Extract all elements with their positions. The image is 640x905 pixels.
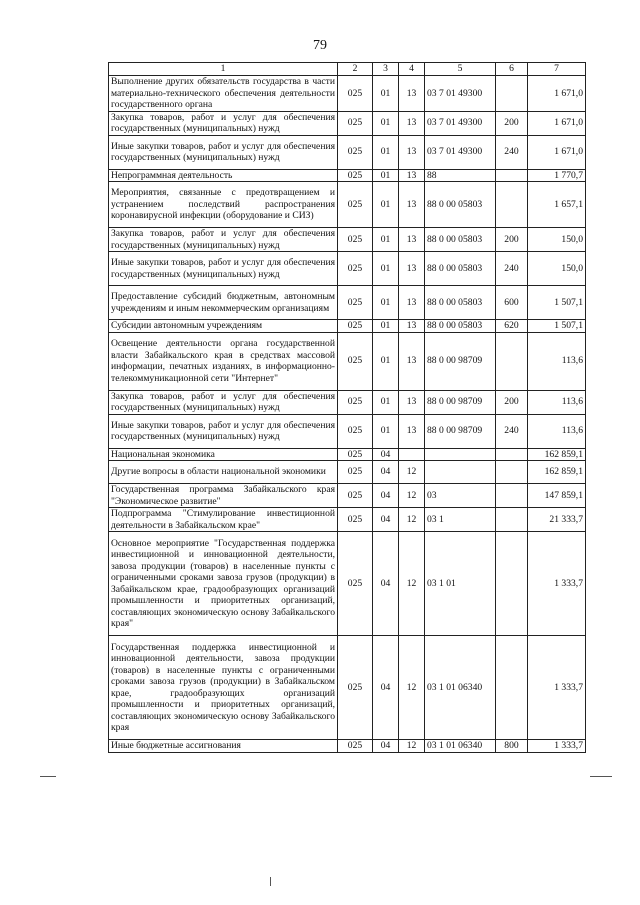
code-target-article: 03 7 01 49300 — [425, 76, 496, 112]
amount: 113,6 — [528, 390, 586, 414]
header-cell: 3 — [373, 63, 399, 76]
amount: 1 770,7 — [528, 169, 586, 182]
code-grbs: 025 — [338, 332, 373, 390]
code-subsection: 13 — [399, 320, 425, 333]
amount: 1 333,7 — [528, 532, 586, 636]
code-expense-type — [496, 636, 528, 740]
row-name: Иные закупки товаров, работ и услуг для обеспечения государственных (муниципальных) нужд — [109, 252, 338, 286]
code-target-article: 03 1 01 — [425, 532, 496, 636]
code-section: 04 — [373, 508, 399, 532]
amount: 147 859,1 — [528, 484, 586, 508]
code-grbs: 025 — [338, 461, 373, 484]
code-expense-type — [496, 332, 528, 390]
header-cell: 6 — [496, 63, 528, 76]
code-subsection: 13 — [399, 182, 425, 228]
code-grbs: 025 — [338, 320, 373, 333]
code-target-article: 88 0 00 98709 — [425, 390, 496, 414]
code-section: 01 — [373, 111, 399, 135]
table-row — [109, 532, 586, 636]
code-section: 01 — [373, 286, 399, 320]
code-expense-type: 240 — [496, 135, 528, 169]
amount: 1 507,1 — [528, 286, 586, 320]
row-name: Иные закупки товаров, работ и услуг для обеспечения государственных (муниципальных) нужд — [109, 414, 338, 448]
code-expense-type — [496, 182, 528, 228]
code-grbs: 025 — [338, 740, 373, 753]
table-header-row — [109, 63, 586, 76]
code-target-article: 03 7 01 49300 — [425, 111, 496, 135]
code-section: 01 — [373, 252, 399, 286]
code-expense-type — [496, 169, 528, 182]
code-expense-type: 200 — [496, 228, 528, 252]
table-row — [109, 135, 586, 169]
row-name: Основное мероприятие "Государственная поддержка инвестиционной и инновационной деятельности, завоза продукции (товаров) в населенные пункты с ограниченными сроками завоза грузов (продукции) в Забайкальском крае, градообразующих организаций промышленности и приоритетных организаций, составляющих экономическую основу Забайкальского края" — [109, 532, 338, 636]
code-target-article: 03 1 01 06340 — [425, 636, 496, 740]
amount: 113,6 — [528, 414, 586, 448]
amount: 1 507,1 — [528, 320, 586, 333]
table-row — [109, 320, 586, 333]
code-expense-type — [496, 508, 528, 532]
table-row — [109, 636, 586, 740]
code-subsection: 13 — [399, 252, 425, 286]
code-subsection: 13 — [399, 111, 425, 135]
code-subsection: 12 — [399, 484, 425, 508]
row-name: Национальная экономика — [109, 448, 338, 461]
table-row — [109, 461, 586, 484]
header-cell: 7 — [528, 63, 586, 76]
table-row — [109, 228, 586, 252]
code-grbs: 025 — [338, 169, 373, 182]
code-grbs: 025 — [338, 111, 373, 135]
table-row — [109, 252, 586, 286]
code-subsection: 13 — [399, 414, 425, 448]
code-expense-type — [496, 532, 528, 636]
code-expense-type: 240 — [496, 252, 528, 286]
code-grbs: 025 — [338, 286, 373, 320]
table-row — [109, 484, 586, 508]
code-target-article: 03 — [425, 484, 496, 508]
code-target-article: 88 0 00 05803 — [425, 252, 496, 286]
code-expense-type — [496, 461, 528, 484]
row-name: Закупка товаров, работ и услуг для обеспечения государственных (муниципальных) нужд — [109, 390, 338, 414]
amount: 1 671,0 — [528, 135, 586, 169]
row-name: Государственная поддержка инвестиционной и инновационной деятельности, завоза продукции (товаров) в населенные пункты с ограниченными сроками завоза грузов (продукции) в Забайкальском крае, градообразующих организаций промышленности и приоритетных организаций, составляющих экономическую основу Забайкальского края — [109, 636, 338, 740]
code-expense-type: 200 — [496, 111, 528, 135]
code-target-article: 03 1 — [425, 508, 496, 532]
scan-mark — [590, 776, 612, 777]
code-target-article: 88 — [425, 169, 496, 182]
amount: 1 333,7 — [528, 740, 586, 753]
header-cell: 1 — [109, 63, 338, 76]
row-name: Иные закупки товаров, работ и услуг для обеспечения государственных (муниципальных) нужд — [109, 135, 338, 169]
code-grbs: 025 — [338, 252, 373, 286]
code-grbs: 025 — [338, 448, 373, 461]
table-row — [109, 169, 586, 182]
scan-mark — [270, 877, 271, 886]
row-name: Выполнение других обязательств государства в части материально-технического обеспечения деятельности государственного органа — [109, 76, 338, 112]
code-grbs: 025 — [338, 228, 373, 252]
row-name: Непрограммная деятельность — [109, 169, 338, 182]
row-name: Подпрограмма "Стимулирование инвестиционной деятельности в Забайкальском крае" — [109, 508, 338, 532]
code-expense-type — [496, 448, 528, 461]
amount: 21 333,7 — [528, 508, 586, 532]
table-row — [109, 414, 586, 448]
row-name: Закупка товаров, работ и услуг для обеспечения государственных (муниципальных) нужд — [109, 111, 338, 135]
row-name: Другие вопросы в области национальной экономики — [109, 461, 338, 484]
row-name: Освещение деятельности органа государственной власти Забайкальского края в средствах массовой информации, печатных изданиях, в информационно-телекоммуникационной сети "Интернет" — [109, 332, 338, 390]
row-name: Субсидии автономным учреждениям — [109, 320, 338, 333]
code-section: 04 — [373, 448, 399, 461]
code-section: 01 — [373, 182, 399, 228]
table-row — [109, 508, 586, 532]
amount: 1 333,7 — [528, 636, 586, 740]
code-section: 04 — [373, 740, 399, 753]
code-expense-type: 240 — [496, 414, 528, 448]
amount: 1 671,0 — [528, 76, 586, 112]
code-grbs: 025 — [338, 135, 373, 169]
row-name: Иные бюджетные ассигнования — [109, 740, 338, 753]
code-subsection: 12 — [399, 532, 425, 636]
header-cell: 5 — [425, 63, 496, 76]
code-grbs: 025 — [338, 508, 373, 532]
code-subsection: 12 — [399, 636, 425, 740]
code-section: 01 — [373, 135, 399, 169]
code-subsection: 12 — [399, 740, 425, 753]
code-section: 01 — [373, 169, 399, 182]
table-row — [109, 76, 586, 112]
code-subsection: 13 — [399, 135, 425, 169]
code-section: 01 — [373, 332, 399, 390]
code-section: 01 — [373, 390, 399, 414]
code-expense-type: 200 — [496, 390, 528, 414]
table-row — [109, 740, 586, 753]
code-grbs: 025 — [338, 182, 373, 228]
table-row — [109, 111, 586, 135]
code-subsection: 13 — [399, 228, 425, 252]
page-number: 79 — [313, 38, 327, 53]
amount: 1 657,1 — [528, 182, 586, 228]
code-target-article: 03 1 01 06340 — [425, 740, 496, 753]
row-name: Государственная программа Забайкальского края "Экономическое развитие" — [109, 484, 338, 508]
code-target-article: 88 0 00 98709 — [425, 414, 496, 448]
code-grbs: 025 — [338, 76, 373, 112]
code-target-article — [425, 461, 496, 484]
code-grbs: 025 — [338, 636, 373, 740]
code-section: 04 — [373, 532, 399, 636]
amount: 150,0 — [528, 228, 586, 252]
table-row — [109, 390, 586, 414]
code-target-article: 88 0 00 05803 — [425, 320, 496, 333]
code-section: 01 — [373, 414, 399, 448]
code-subsection: 13 — [399, 286, 425, 320]
code-expense-type — [496, 76, 528, 112]
code-target-article: 88 0 00 98709 — [425, 332, 496, 390]
header-cell: 4 — [399, 63, 425, 76]
table-row — [109, 182, 586, 228]
code-target-article — [425, 448, 496, 461]
code-section: 01 — [373, 228, 399, 252]
amount: 150,0 — [528, 252, 586, 286]
code-target-article: 88 0 00 05803 — [425, 286, 496, 320]
amount: 162 859,1 — [528, 461, 586, 484]
code-section: 01 — [373, 320, 399, 333]
code-subsection: 13 — [399, 169, 425, 182]
code-section: 01 — [373, 76, 399, 112]
code-expense-type: 620 — [496, 320, 528, 333]
table-row — [109, 448, 586, 461]
row-name: Закупка товаров, работ и услуг для обеспечения государственных (муниципальных) нужд — [109, 228, 338, 252]
code-target-article: 88 0 00 05803 — [425, 182, 496, 228]
code-grbs: 025 — [338, 390, 373, 414]
code-subsection: 12 — [399, 508, 425, 532]
code-expense-type: 600 — [496, 286, 528, 320]
code-expense-type — [496, 484, 528, 508]
row-name: Мероприятия, связанные с предотвращением и устранением последствий распространения коронавирусной инфекции (оборудование и СИЗ) — [109, 182, 338, 228]
code-grbs: 025 — [338, 484, 373, 508]
code-target-article: 03 7 01 49300 — [425, 135, 496, 169]
code-subsection: 12 — [399, 461, 425, 484]
budget-table — [108, 62, 586, 753]
amount: 1 671,0 — [528, 111, 586, 135]
code-subsection: 13 — [399, 76, 425, 112]
code-expense-type: 800 — [496, 740, 528, 753]
header-cell: 2 — [338, 63, 373, 76]
amount: 113,6 — [528, 332, 586, 390]
row-name: Предоставление субсидий бюджетным, автономным учреждениям и иным некоммерческим организациям — [109, 286, 338, 320]
code-subsection: 13 — [399, 332, 425, 390]
table-row — [109, 286, 586, 320]
table-row — [109, 332, 586, 390]
code-section: 04 — [373, 484, 399, 508]
code-target-article: 88 0 00 05803 — [425, 228, 496, 252]
code-section: 04 — [373, 461, 399, 484]
amount: 162 859,1 — [528, 448, 586, 461]
code-grbs: 025 — [338, 414, 373, 448]
code-section: 04 — [373, 636, 399, 740]
code-grbs: 025 — [338, 532, 373, 636]
scan-mark — [40, 776, 56, 777]
code-subsection: 13 — [399, 390, 425, 414]
code-subsection — [399, 448, 425, 461]
